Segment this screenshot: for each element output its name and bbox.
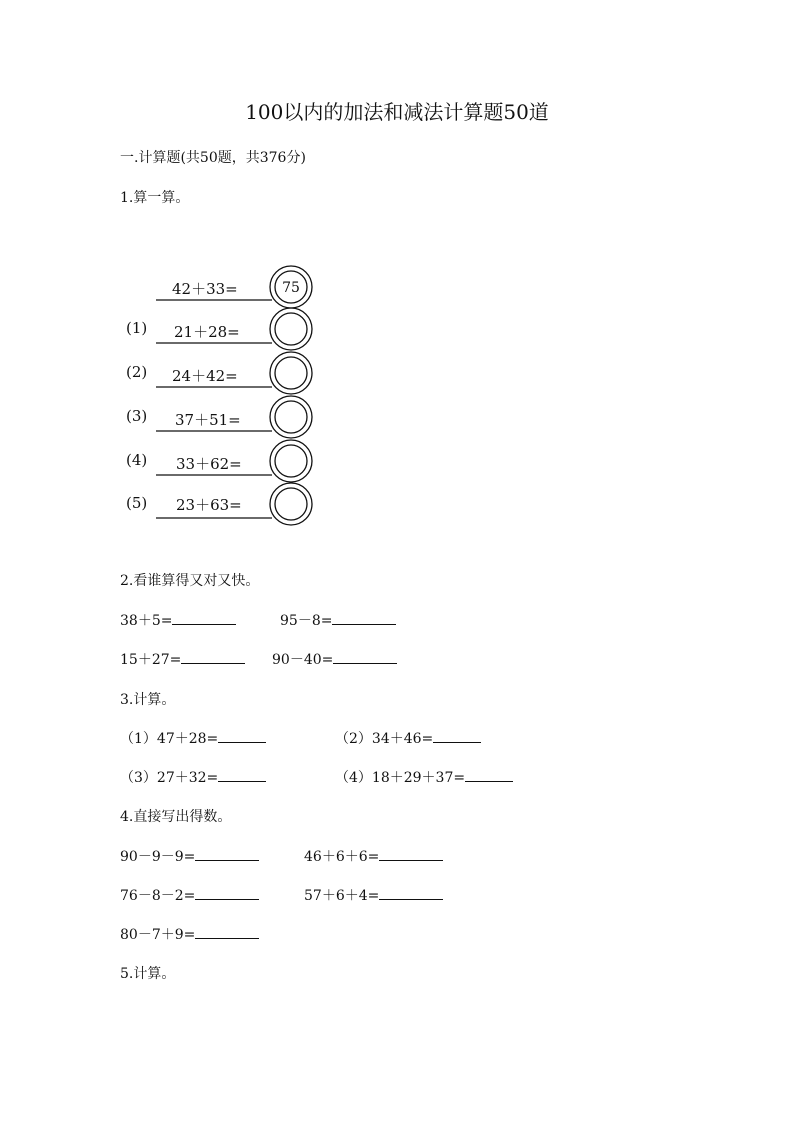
q2-item-2 bbox=[280, 610, 396, 630]
q3-item-1-answer-blank[interactable] bbox=[218, 729, 266, 743]
q1-row-2-outer-circle bbox=[270, 352, 312, 394]
q4-item-4-expr: 57＋6＋4= bbox=[304, 888, 380, 904]
q4-item-2-expr: 46＋6＋6= bbox=[304, 849, 380, 865]
q3-item-1 bbox=[120, 728, 266, 748]
q1-row-4-expr: 33＋62= bbox=[176, 455, 242, 473]
q3-item-2-answer-blank[interactable] bbox=[433, 729, 481, 743]
section-heading: 一.计算题(共50题，共376分) bbox=[120, 150, 306, 166]
q1-row-5-label: (5) bbox=[126, 494, 148, 512]
q2-item-4-answer-blank[interactable] bbox=[333, 650, 397, 664]
q3-item-1-expr: （1）47＋28= bbox=[120, 731, 219, 747]
q1-row-3-expr: 37＋51= bbox=[175, 411, 241, 429]
q3-item-3-answer-blank[interactable] bbox=[218, 768, 266, 782]
q4-item-3-answer-blank[interactable] bbox=[195, 886, 259, 900]
q4-item-1-answer-blank[interactable] bbox=[195, 847, 259, 861]
q4-item-1-expr: 90－9－9= bbox=[120, 849, 196, 865]
q1-example-expr: 42＋33= bbox=[172, 280, 238, 298]
q2-item-1-answer-blank[interactable] bbox=[172, 611, 236, 625]
q4-item-3-expr: 76－8－2= bbox=[120, 888, 196, 904]
q4-item-5-expr: 80－7＋9= bbox=[120, 927, 196, 943]
q2-item-2-expr: 95－8= bbox=[280, 613, 333, 629]
q1-row-1-label: (1) bbox=[126, 319, 148, 337]
q1-row-5-answer-circle[interactable] bbox=[275, 488, 307, 520]
q2-item-3 bbox=[120, 649, 245, 669]
q3-item-4-expr: （4）18＋29＋37= bbox=[335, 770, 466, 786]
q3-item-2 bbox=[335, 728, 481, 748]
q1-row-4-answer-circle[interactable] bbox=[275, 445, 307, 477]
q4-item-4-answer-blank[interactable] bbox=[379, 886, 443, 900]
q5-heading: 5.计算。 bbox=[120, 966, 176, 982]
q2-item-3-answer-blank[interactable] bbox=[181, 650, 245, 664]
q1-row-3-outer-circle bbox=[270, 396, 312, 438]
q1-row-3-label: (3) bbox=[126, 407, 148, 425]
q1-row-5-outer-circle bbox=[270, 483, 312, 525]
q1-heading: 1.算一算。 bbox=[120, 190, 190, 206]
q1-row-4 bbox=[126, 440, 312, 482]
q4-item-5 bbox=[120, 924, 259, 944]
q2-item-4 bbox=[272, 649, 397, 669]
q3-item-4-answer-blank[interactable] bbox=[465, 768, 513, 782]
q1-row-5-expr: 23＋63= bbox=[176, 496, 242, 514]
page-title: 100以内的加法和减法计算题50道 bbox=[245, 100, 549, 124]
q4-item-5-answer-blank[interactable] bbox=[195, 925, 259, 939]
q4-item-2 bbox=[304, 846, 443, 866]
q1-diagram bbox=[120, 258, 320, 528]
q2-item-2-answer-blank[interactable] bbox=[332, 611, 396, 625]
q1-row-2-expr: 24＋42= bbox=[172, 367, 238, 385]
q1-example-answer: 75 bbox=[282, 280, 300, 296]
q4-item-3 bbox=[120, 885, 259, 905]
q4-item-4 bbox=[304, 885, 443, 905]
q3-item-3 bbox=[120, 767, 266, 787]
q2-item-4-expr: 90－40= bbox=[272, 652, 334, 668]
q1-row-4-outer-circle bbox=[270, 440, 312, 482]
q1-row-1-outer-circle bbox=[270, 308, 312, 350]
q1-row-1-expr: 21＋28= bbox=[174, 323, 240, 341]
q1-row-2-answer-circle[interactable] bbox=[275, 357, 307, 389]
q2-item-1 bbox=[120, 610, 236, 630]
q1-row-2-label: (2) bbox=[126, 363, 148, 381]
q1-row-2 bbox=[126, 352, 312, 394]
q4-item-1 bbox=[120, 846, 259, 866]
q1-row-3-answer-circle[interactable] bbox=[275, 401, 307, 433]
q1-row-5 bbox=[126, 483, 312, 525]
q1-row-4-label: (4) bbox=[126, 451, 148, 469]
q1-example-row bbox=[156, 266, 312, 308]
q1-row-3 bbox=[126, 396, 312, 438]
q1-row-1-answer-circle[interactable] bbox=[275, 313, 307, 345]
q2-item-3-expr: 15＋27= bbox=[120, 652, 182, 668]
q3-item-4 bbox=[335, 767, 513, 787]
q1-diagram-svg bbox=[120, 258, 320, 528]
q3-item-3-expr: （3）27＋32= bbox=[120, 770, 219, 786]
q4-item-2-answer-blank[interactable] bbox=[379, 847, 443, 861]
q2-item-1-expr: 38＋5= bbox=[120, 613, 173, 629]
q3-heading: 3.计算。 bbox=[120, 692, 176, 708]
q4-heading: 4.直接写出得数。 bbox=[120, 809, 232, 825]
q2-heading: 2.看谁算得又对又快。 bbox=[120, 573, 260, 589]
q1-row-1 bbox=[126, 308, 312, 350]
q3-item-2-expr: （2）34＋46= bbox=[335, 731, 434, 747]
